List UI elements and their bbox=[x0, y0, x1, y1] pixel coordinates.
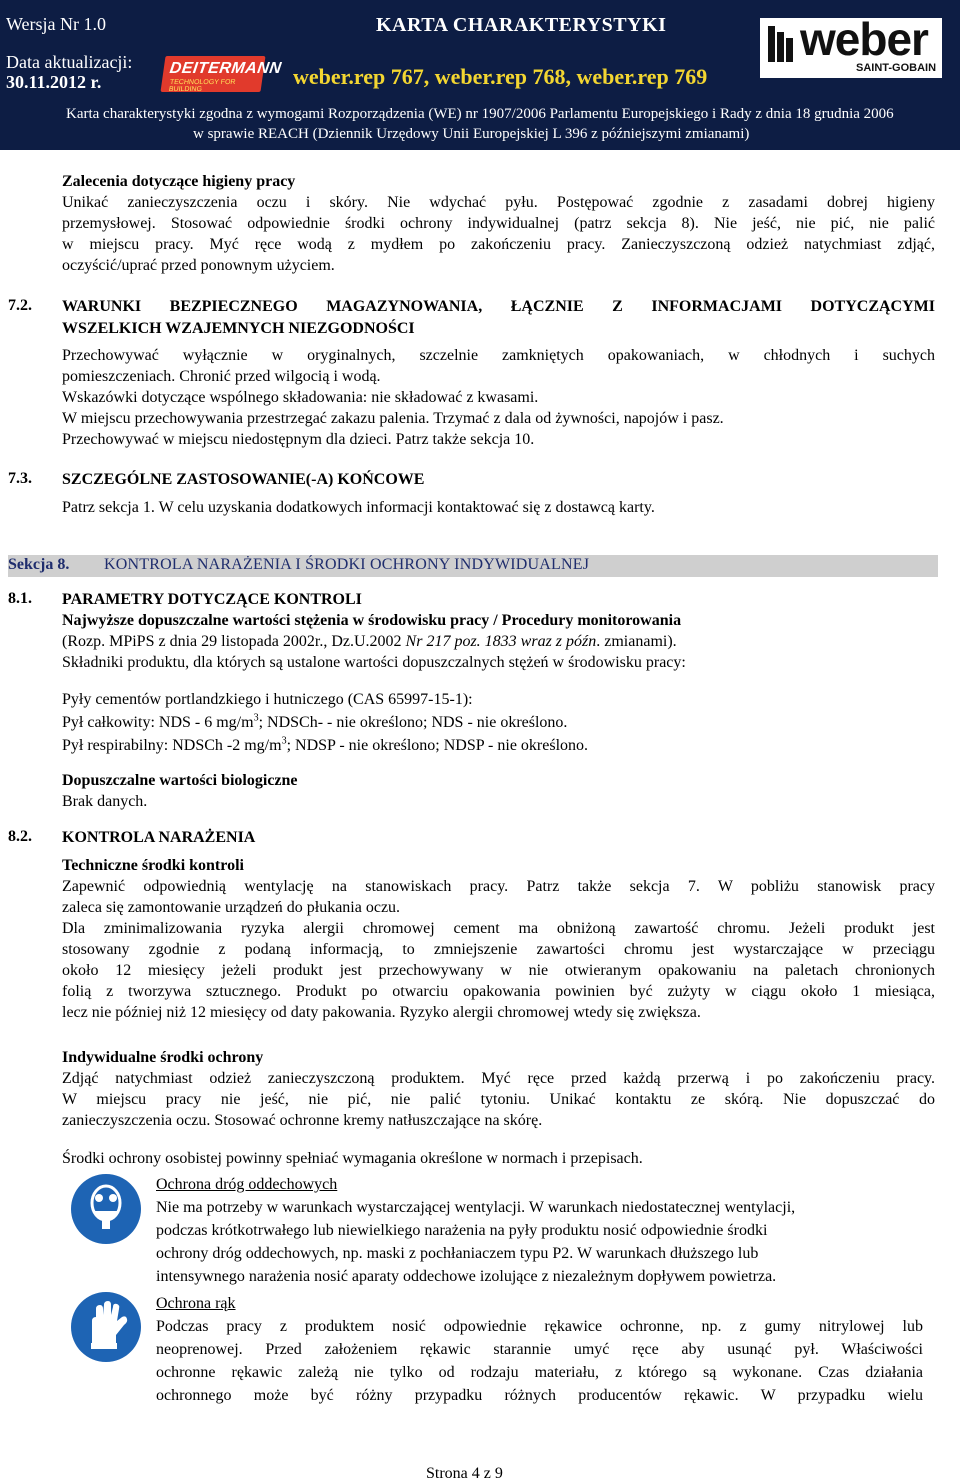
ref-part-italic: Nr 217 poz. 1833 wraz z późn bbox=[405, 633, 597, 650]
section-8-title: KONTROLA NARAŻENIA I ŚRODKI OCHRONY INDYWIDUALNEJ bbox=[104, 556, 590, 573]
hygiene-line: w miejscu pracy. Myć ręce wodą z mydłem po zakończeniu pracy. Zanieczyszczoną odzież natychmiast zdjąć, bbox=[62, 236, 935, 253]
dust-total-text: ; NDSCh- - nie określono; NDS - nie określono. bbox=[258, 714, 568, 731]
version-label: Wersja Nr 1.0 bbox=[6, 14, 107, 34]
bio-text: Brak danych. bbox=[62, 793, 148, 810]
storage-line: pomieszczeniach. Chronić przed wilgocią i wodą. bbox=[62, 368, 381, 385]
ref-part: (Rozp. MPiPS z dnia 29 listopada 2002r., Dz.U.2002 bbox=[62, 633, 406, 650]
personal-title: Indywidualne środki ochrony bbox=[62, 1049, 264, 1066]
section-number: 8.2. bbox=[8, 828, 32, 845]
storage-line: Wskazówki dotyczące wspólnego składowania: nie składować z kwasami. bbox=[62, 389, 539, 406]
dust-title: Pyły cementów portlandzkiego i hutniczego (CAS 65997-15-1): bbox=[62, 691, 473, 708]
saint-gobain-text: SAINT-GOBAIN bbox=[856, 62, 937, 74]
dust-respirable bbox=[62, 736, 588, 756]
personal-line: W miejscu pracy nie jeść, nie pić, nie palić tytoniu. Unikać kontaktu ze skórą. Nie dopuszczać do bbox=[62, 1091, 935, 1108]
personal-line: zanieczyszczenia oczu. Stosować ochronne kremy natłuszczające na skórę. bbox=[62, 1112, 543, 1129]
section-8-1-subtitle: Najwyższe dopuszczalne wartości stężenia w środowisku pracy / Procedury monitorowania bbox=[62, 612, 682, 629]
weber-logo-text: weber bbox=[800, 13, 928, 65]
personal-line: Zdjąć natychmiast odzież zanieczyszczoną produktem. Myć ręce przed każdą przerwą i po zakończeniu pracy. bbox=[62, 1070, 935, 1087]
document-header bbox=[0, 0, 960, 150]
dust-total-text: Pył całkowity: NDS - 6 mg/m bbox=[62, 714, 254, 731]
hygiene-line: przemysłowej. Stosować odpowiednie środki ochrony indywidualnej (patrz sekcja 8). Nie jeść, nie pić, nie palić bbox=[62, 215, 935, 232]
tech-line: Zapewnić odpowiednią wentylację na stanowiskach pracy. Patrz także sekcja 7. W pobliżu stanowisk pracy bbox=[62, 878, 935, 895]
regulation-reference bbox=[62, 632, 677, 652]
tech-line: Dla zminimalizowania ryzyka alergii chromowej cement ma obniżoną zawartość chromu. Jeżeli produkt jest bbox=[62, 920, 935, 937]
gloves-mandatory-icon bbox=[70, 1291, 142, 1363]
section-8-2-title: KONTROLA NARAŻENIA bbox=[62, 829, 256, 846]
regulation-line-1: Karta charakterystyki zgodna z wymogami Rozporządzenia (WE) nr 1907/2006 Parlamentu Europejskiego i Rady z dnia 18 grudnia 2006 bbox=[66, 106, 894, 122]
deitermann-logo bbox=[160, 56, 283, 93]
hygiene-line: oczyścić/uprać przed ponownym użyciem. bbox=[62, 257, 335, 274]
bio-title: Dopuszczalne wartości biologiczne bbox=[62, 772, 298, 789]
section-7-3-text: Patrz sekcja 1. W celu uzyskania dodatkowych informacji kontaktować się z dostawcą karty. bbox=[62, 499, 655, 516]
weber-mark-icon bbox=[766, 22, 796, 66]
page-number: Strona 4 z 9 bbox=[426, 1465, 503, 1482]
section-7-3-title: SZCZEGÓLNE ZASTOSOWANIE(-A) KOŃCOWE bbox=[62, 471, 425, 488]
tech-line: folią z tworzywa sztucznego. Produkt po otwarciu opakowania powinien być zużyty w ciągu około 1 miesiąca, bbox=[62, 983, 935, 1000]
section-number: 8.1. bbox=[8, 590, 32, 607]
components-line: Składniki produktu, dla których są ustalone wartości dopuszczalnych stężeń w środowisku pracy: bbox=[62, 654, 686, 671]
storage-line: W miejscu przechowywania przestrzegać zakazu palenia. Trzymać z dala od żywności, napojów i pasz. bbox=[62, 410, 724, 427]
dust-resp-text: ; NDSP - nie określono; NDSP - nie określono. bbox=[286, 737, 589, 754]
date-value: 30.11.2012 r. bbox=[6, 72, 102, 92]
standards-line: Środki ochrony osobistej powinny spełniać wymagania określone w normach i przepisach. bbox=[62, 1150, 643, 1167]
section-number: 7.3. bbox=[8, 470, 32, 487]
section-8-1-title: PARAMETRY DOTYCZĄCE KONTROLI bbox=[62, 591, 362, 608]
respiratory-title: Ochrona dróg oddechowych bbox=[156, 1176, 338, 1193]
superscript: 3 bbox=[281, 735, 287, 747]
tech-line: około 12 miesięcy jeżeli produkt jest przechowywany w nie otwieranym opakowaniu na paletach chronionych bbox=[62, 962, 935, 979]
product-names: weber.rep 767, weber.rep 768, weber.rep 769 bbox=[293, 64, 708, 89]
section-8-label: Sekcja 8. bbox=[8, 556, 70, 573]
section-7-2-title-cont: WSZELKICH WZAJEMNYCH NIEZGODNOŚCI bbox=[62, 320, 415, 337]
hygiene-title: Zalecenia dotyczące higieny pracy bbox=[62, 173, 296, 190]
tech-line: lecz nie później niż 12 miesięcy od daty pakowania. Ryzyko alergii chromowej wtedy się zwiększa. bbox=[62, 1004, 701, 1021]
deitermann-logo-text: DEITERMANN bbox=[168, 60, 283, 77]
tech-line: zaleca się zamontowanie urządzeń do płukania oczu. bbox=[62, 899, 401, 916]
respiratory-line: podczas krótkotrwałego lub niewielkiego narażenia na pyły produktu nosić odpowiednie środki bbox=[156, 1222, 768, 1239]
deitermann-logo-subtext: TECHNOLOGY FOR BUILDING bbox=[168, 79, 236, 93]
respiratory-line: Nie ma potrzeby w warunkach wystarczającej wentylacji. W warunkach niedostatecznej wentylacji, bbox=[156, 1199, 796, 1216]
respiratory-line: intensywnego narażenia nosić aparaty oddechowe izolujące z niezależnym dopływem powietrza. bbox=[156, 1268, 777, 1285]
storage-line: Przechowywać wyłącznie w oryginalnych, szczelnie zamkniętych opakowaniach, w chłodnych i suchych bbox=[62, 347, 935, 364]
hand-line: ochronne rękawic zależą nie tylko od rodzaju materiału, z którego są wykonane. Czas działania bbox=[156, 1364, 923, 1381]
hand-line: ochronnego może być różny przypadku różnych producentów rękawic. W przypadku wielu bbox=[156, 1387, 923, 1404]
hand-line: neoprenowej. Przed założeniem rękawic starannie umyć ręce aby usunąć pył. Właściwości bbox=[156, 1341, 923, 1358]
dust-total bbox=[62, 713, 567, 733]
date-label: Data aktualizacji: bbox=[6, 52, 133, 72]
respiratory-line: ochrony dróg oddechowych, np. maski z pochłaniaczem typu P2. W warunkach dłuższego lub bbox=[156, 1245, 759, 1262]
regulation-line-2: w sprawie REACH (Dziennik Urzędowy Unii Europejskiej L 396 z późniejszymi zmianami) bbox=[193, 126, 750, 142]
document-title: KARTA CHARAKTERYSTYKI bbox=[376, 14, 667, 36]
hand-title: Ochrona rąk bbox=[156, 1295, 236, 1312]
section-number: 7.2. bbox=[8, 297, 32, 314]
tech-title: Techniczne środki kontroli bbox=[62, 857, 244, 874]
section-7-2-title: WARUNKI BEZPIECZNEGO MAGAZYNOWANIA, ŁĄCZNIE Z INFORMACJAMI DOTYCZĄCYMI bbox=[62, 298, 935, 315]
hygiene-line: Unikać zanieczyszczenia oczu i skóry. Nie wdychać pyłu. Postępować zgodnie z zasadami dobrej higieny bbox=[62, 194, 935, 211]
respirator-mandatory-icon bbox=[70, 1173, 142, 1245]
weber-logo bbox=[760, 13, 942, 78]
dust-resp-text: Pył respirabilny: NDSCh -2 mg/m bbox=[62, 737, 282, 754]
superscript: 3 bbox=[253, 712, 259, 724]
ref-part: . zmianami). bbox=[596, 633, 677, 650]
tech-line: stosowany zgodnie z podaną informacją, to zmniejszenie zawartości chromu jest wystarczające w przeciągu bbox=[62, 941, 935, 958]
storage-line: Przechowywać w miejscu niedostępnym dla dzieci. Patrz także sekcja 10. bbox=[62, 431, 535, 448]
hand-line: Podczas pracy z produktem nosić odpowiednie rękawice ochronne, np. z gumy nitrylowej lub bbox=[156, 1318, 923, 1335]
